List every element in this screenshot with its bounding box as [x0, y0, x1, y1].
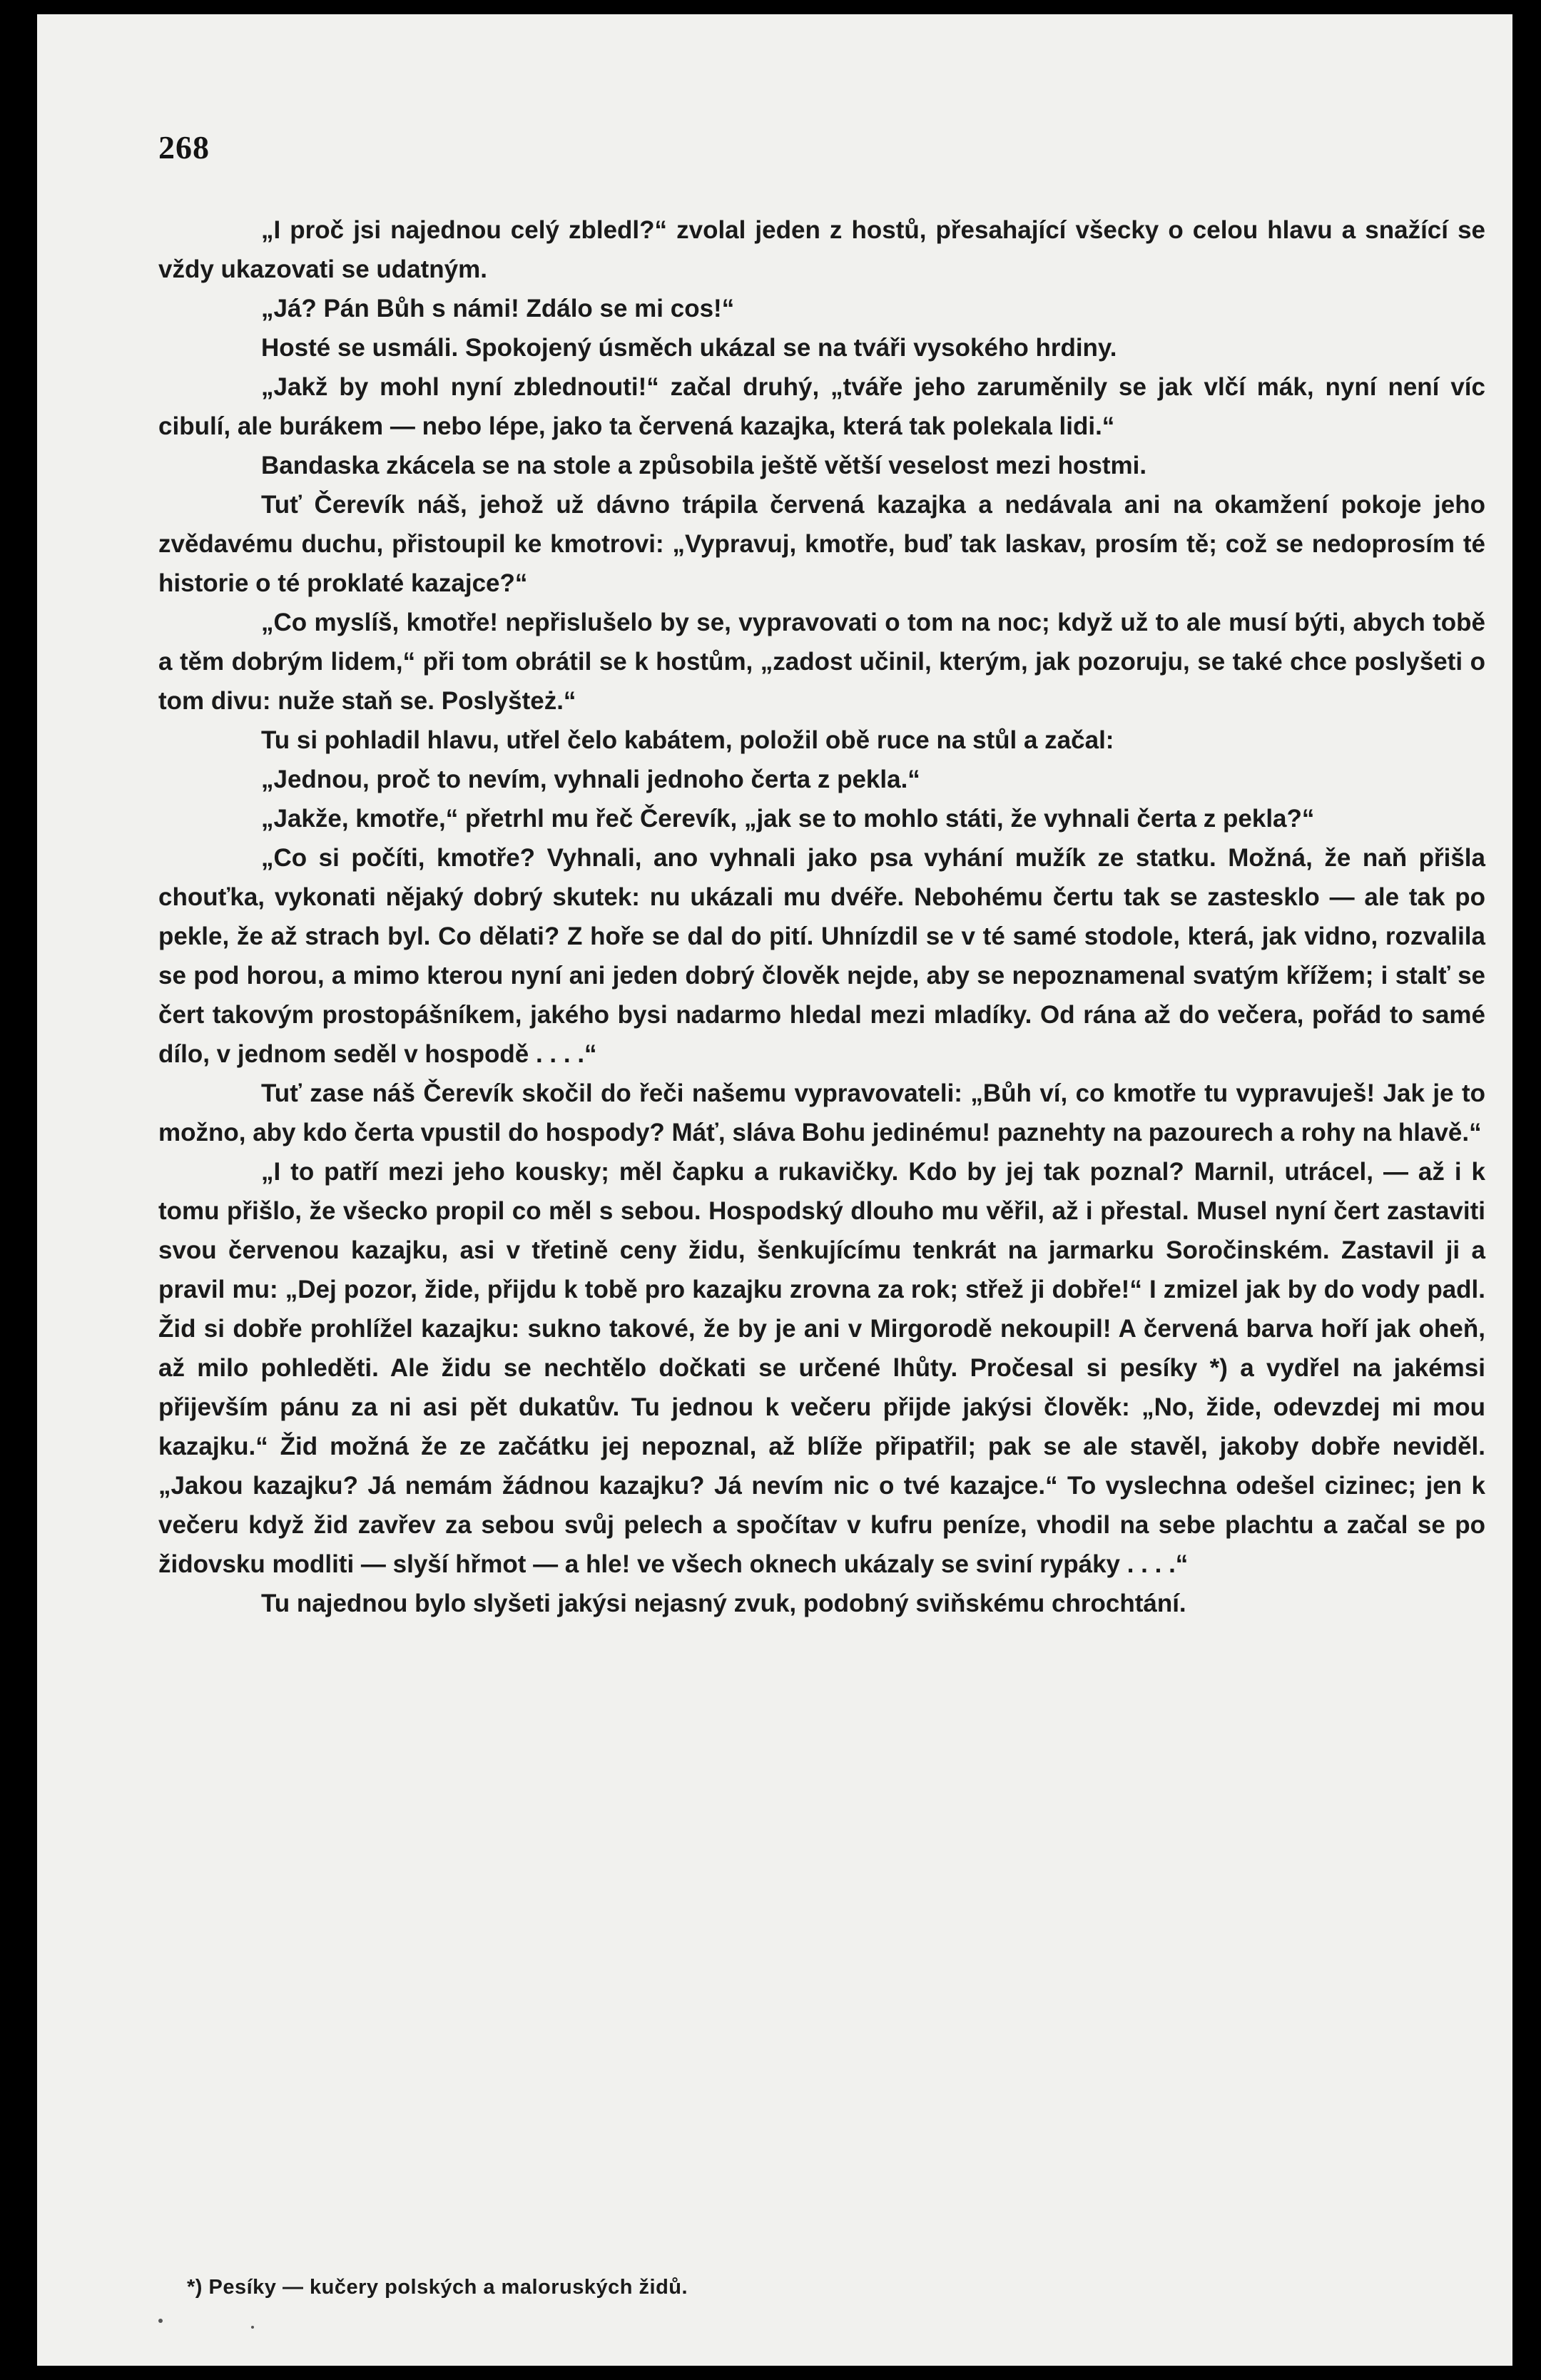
page-number: 268: [158, 129, 210, 166]
paragraph: „Jakže, kmotře,“ přetrhl mu řeč Čerevík, „jak se to mohlo státi, že vyhnali čerta z pekla?“: [261, 805, 1315, 833]
paragraph: „Jakž by mohl nyní zblednouti!“ začal druhý, „tváře jeho zaruměnily se jak vlčí mák, nyní není víc cibulí, ale burákem — nebo lépe, jako ta červená kazajka, která tak polekala lidi.“: [158, 373, 1485, 440]
paragraph: Tu najednou bylo slyšeti jakýsi nejasný zvuk, podobný sviňskému chrochtání.: [261, 1590, 1186, 1617]
footnote-divider: [158, 2234, 1457, 2236]
paragraph: „I to patří mezi jeho kousky; měl čapku a rukavičky. Kdo by jej tak poznal? Marnil, utrácel, — až i k tomu přišlo, že všecko propil co měl s sebou. Hospodský dlouho mu věřil, až i přestal. Musel nyní čert zastaviti svou červenou kazajku, asi v třetině ceny židu, šenkujícímu tenkrát na jarmarku Soročinském. Zastavil ji a pravil mu: „Dej pozor, žide, přijdu k tobě pro kazajku zrovna za rok; střež ji dobře!“ I zmizel jak by do vody padl. Žid si dobře prohlížel kazajku: sukno takové, že by je ani v Mirgorodě nekoupil! A červená barva hoří jak oheň, až milo pohleděti. Ale židu se nechtělo dočkati se určené lhůty. Pročesal si pesíky *) a vydřel na jakémsi přijevším pánu za ni asi pět dukatův. Tu jednou k večeru přijde jakýsi člověk: „No, žide, odevzdej mi mou kazajku.“ Žid možná že ze začátku jej nepoznal, až blíže připatřil; pak se ale stavěl, jakoby dobře neviděl. „Jakou kazajku? Já nemám žádnou kazajku? Já nevím nic o tvé kazajce.“ To vyslechna odešel cizinec; jen k večeru když žid zavřev za sebou svůj pelech a spočítav v kufru peníze, vhodil na sebe plachtu a začal se po židovsku modliti — slyší hřmot — a hle! ve všech oknech ukázaly se sviní rypáky . . . .“: [158, 1158, 1485, 1578]
paragraph: Tuť Čerevík náš, jehož už dávno trápila červená kazajka a nedávala ani na okamžení pokoje jeho zvědavému duchu, přistoupil ke kmotrovi: „Vypravuj, kmotře, buď tak laskav, prosím tě; což se nedoprosím té historie o té proklaté kazajce?“: [158, 491, 1485, 597]
body-text: [158, 210, 1485, 1623]
paragraph: „Jednou, proč to nevím, vyhnali jednoho čerta z pekla.“: [261, 766, 920, 793]
paragraph: Tuť zase náš Čerevík skočil do řeči našemu vypravovateli: „Bůh ví, co kmotře tu vypravuješ! Jak je to možno, aby kdo čerta vpustil do hospody? Máť, sláva Bohu jedinému! paznehty na pazourech a rohy na hlavě.“: [158, 1079, 1485, 1146]
footnote: *) Pesíky — kučery polských a maloruských židů.: [187, 2276, 688, 2299]
paragraph: „Já? Pán Bůh s námi! Zdálo se mi cos!“: [261, 295, 735, 322]
book-page: [37, 14, 1512, 2366]
paragraph: Tu si pohladil hlavu, utřel čelo kabátem, položil obě ruce na stůl a začal:: [261, 726, 1114, 754]
paragraph: „I proč jsi najednou celý zbledl?“ zvolal jeden z hostů, přesahající všecky o celou hlavu a snažící se vždy ukazovati se udatným.: [158, 216, 1485, 283]
paragraph: Hosté se usmáli. Spokojený úsměch ukázal se na tváři vysokého hrdiny.: [261, 334, 1117, 362]
paragraph: Bandaska zkácela se na stole a způsobila ještě větší veselost mezi hostmi.: [261, 452, 1147, 479]
paper-speck: [158, 2319, 163, 2323]
paragraph: „Co si počíti, kmotře? Vyhnali, ano vyhnali jako psa vyhání mužík ze statku. Možná, že naň přišla chouťka, vykonati nějaký dobrý skutek: nu ukázali mu dvéře. Nebohému čertu tak se zastesklo — ale tak po pekle, že až strach byl. Co dělati? Z hoře se dal do pití. Uhnízdil se v té samé stodole, která, jak vidno, rozvalila se pod horou, a mimo kterou nyní ani jeden dobrý člověk nejde, aby se nepoznamenal svatým křížem; i stalť se čert takovým prostopášníkem, jakého bysi nadarmo hledal mezi mladíky. Od rána až do večera, pořád to samé dílo, v jednom seděl v hospodě . . . .“: [158, 844, 1485, 1068]
paper-speck: [251, 2326, 254, 2329]
paragraph: „Co myslíš, kmotře! nepřislušelo by se, vypravovati o tom na noc; když už to ale musí býti, abych tobě a těm dobrým lidem,“ při tom obrátil se k hostům, „zadost učinil, kterým, jak pozoruju, se také chce poslyšeti o tom divu: nuže staň se. Poslyšteż.“: [158, 609, 1485, 715]
